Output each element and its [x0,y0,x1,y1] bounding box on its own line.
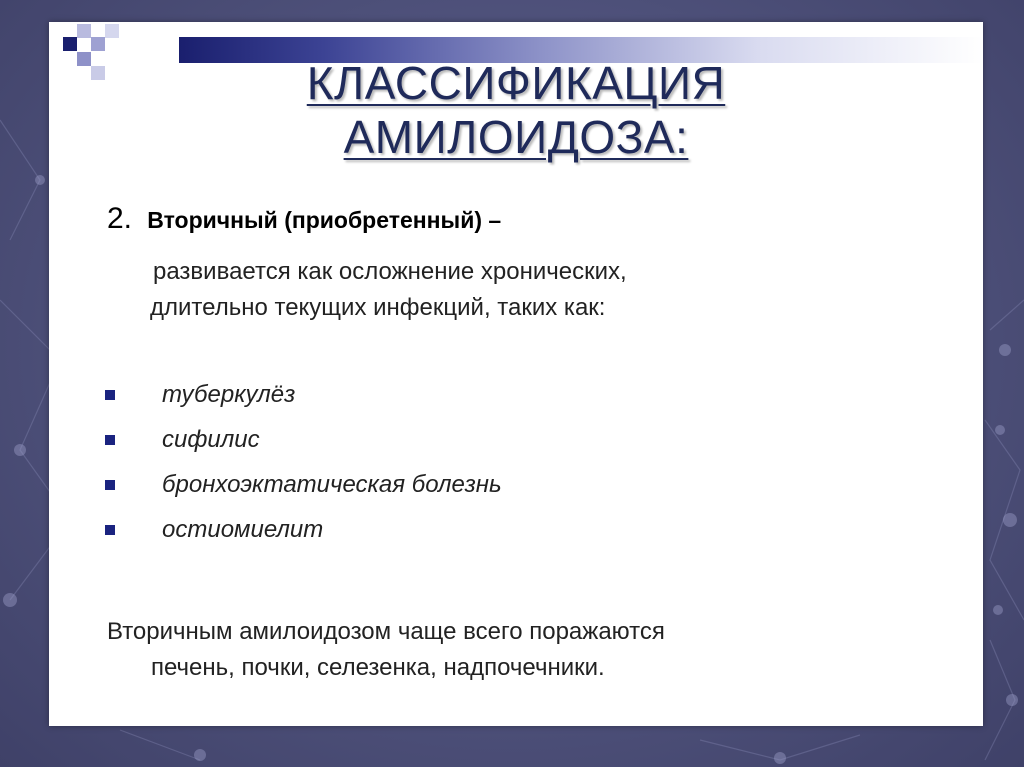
list-item-text: остиомиелит [162,516,324,543]
list-item-text: туберкулёз [162,381,296,408]
section-heading-text: Вторичный (приобретенный) – [147,207,502,233]
section-number: 2. [107,202,133,235]
title-line: КЛАССИФИКАЦИЯ [306,57,726,109]
square-bullet-icon [105,435,115,445]
list-item-text: бронхоэктатическая болезнь [162,471,502,498]
footer-line: печень, почки, селезенка, надпочечники. [151,654,605,681]
description [150,254,627,326]
square-bullet-icon [105,390,115,400]
list-item-text: сифилис [162,426,260,453]
title-line: АМИЛОИДОЗА: [343,111,689,163]
square-bullet-icon [105,480,115,490]
square-bullet-icon [105,525,115,535]
slide-title [49,56,983,164]
footer-line: Вторичным амилоидозом чаще всего поражаются [107,618,665,645]
description-line: развивается как осложнение хронических, [153,258,627,285]
slide [49,22,983,726]
footer-note [107,614,665,686]
section-heading [107,202,501,236]
description-line: длительно текущих инфекций, таких как: [150,294,606,321]
